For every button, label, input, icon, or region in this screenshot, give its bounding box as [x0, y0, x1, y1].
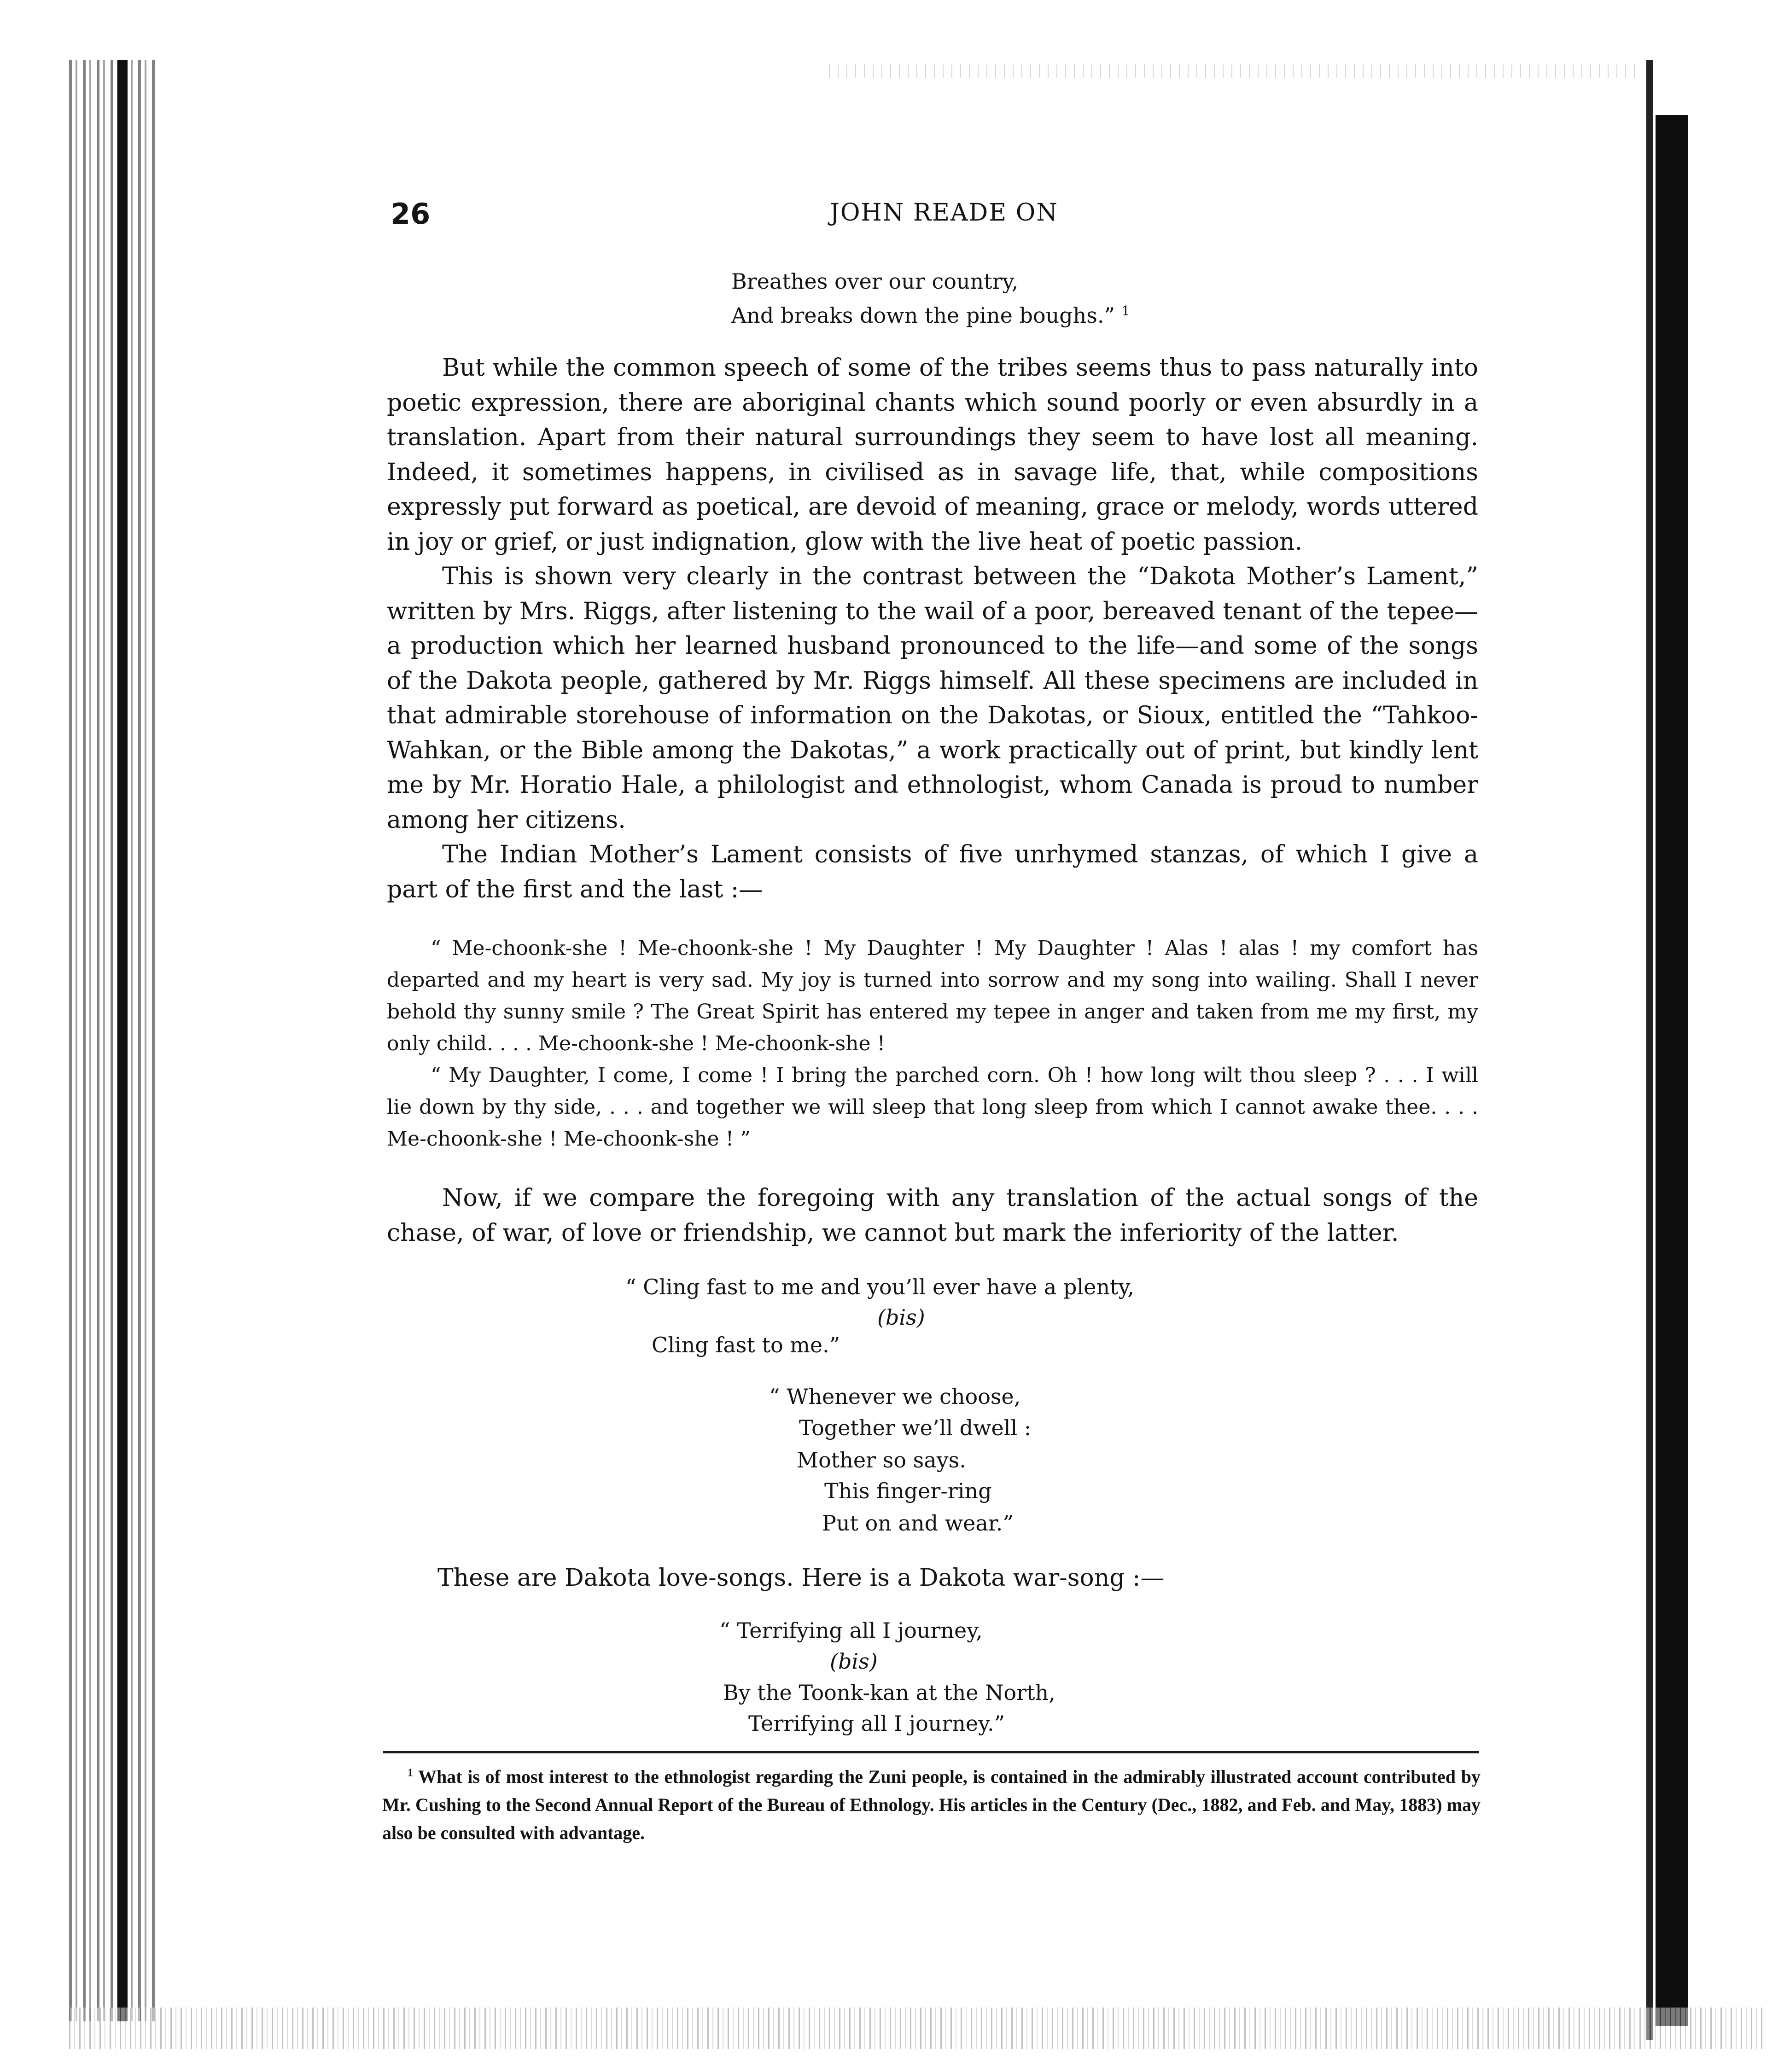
love-song-2-line-1: “ Whenever we choose,: [769, 1384, 1021, 1409]
lament-stanza-2: “ My Daughter, I come, I come ! I bring the parched corn. Oh ! how long wilt thou sleep ? . . . I will lie down by thy side, . . . and together we will sleep that long sleep from which I cannot awake thee. . . . Me-choonk-she ! Me-choonk-she ! ”: [387, 1064, 1478, 1151]
scan-binding-shadow: [117, 60, 128, 2021]
war-song-line-1: “ Terrifying all I journey,: [719, 1618, 983, 1643]
footnote: [382, 1763, 1481, 1847]
footnote-text: What is of most interest to the ethnologist regarding the Zuni people, is contained in the admirably illustrated account contributed by Mr. Cushing to the Second Annual Report of the Bureau of Ethnology. His articles in the Century (Dec., 1882, and Feb. and May, 1883) may also be consulted with advantage.: [382, 1766, 1481, 1843]
running-head: JOHN READE ON: [830, 199, 1058, 227]
love-song-2-line-4: This finger-ring: [824, 1478, 992, 1503]
scan-edge-bottom: [69, 2008, 1764, 2049]
page-number: 26: [391, 197, 431, 231]
transition-line: These are Dakota love-songs. Here is a Dakota war-song :—: [437, 1564, 1165, 1592]
love-song-1-refrain: (bis): [877, 1305, 925, 1330]
opening-verse-line-1: Breathes over our country,: [731, 269, 1019, 294]
love-song-2-line-5: Put on and wear.”: [822, 1511, 1014, 1536]
war-song-refrain: (bis): [830, 1649, 878, 1674]
scan-edge-right: [1656, 115, 1688, 2026]
love-song-1-line-1: “ Cling fast to me and you’ll ever have a plenty,: [625, 1275, 1134, 1299]
war-song-line-3: Terrifying all I journey.”: [748, 1711, 1005, 1736]
scan-edge-right-line: [1646, 60, 1653, 2040]
love-song-1-line-2: Cling fast to me.”: [652, 1333, 840, 1357]
paragraph-2: This is shown very clearly in the contrast between the “Dakota Mother’s Lament,” written by Mrs. Riggs, after listening to the wail of a poor, bereaved tenant of the tepee—a production which her learned husband pronounced to the life—and some of the songs of the Dakota people, gathered by Mr. Riggs himself. All these specimens are included in that admirable storehouse of information on the Dakotas, or Sioux, entitled the “Tahkoo-Wahkan, or the Bible among the Dakotas,” a work practically out of print, but kindly lent me by Mr. Horatio Hale, a philologist and ethnologist, whom Canada is proud to number among her citizens.: [387, 563, 1478, 834]
footnote-rule: [383, 1751, 1479, 1753]
love-song-2-line-3: Mother so says.: [797, 1448, 966, 1473]
scan-edge-top: [829, 64, 1635, 78]
war-song-line-2: By the Toonk-kan at the North,: [723, 1680, 1055, 1705]
lament-stanza-1: “ Me-choonk-she ! Me-choonk-she ! My Daughter ! My Daughter ! Alas ! alas ! my comfort has departed and my heart is very sad. My joy is turned into sorrow and my song into wailing. Shall I never behold thy sunny smile ? The Great Spirit has entered my tepee in anger and taken from me my first, my only child. . . . Me-choonk-she ! Me-choonk-she !: [387, 937, 1478, 1055]
prose-block-2: [387, 1181, 1478, 1251]
scan-edge-left: [69, 60, 157, 2021]
paragraph-3: The Indian Mother’s Lament consists of five unrhymed stanzas, of which I give a part of the first and the last :—: [387, 841, 1478, 903]
footnote-reference: 1: [1121, 303, 1130, 319]
love-song-2-line-2: Together we’ll dwell :: [799, 1415, 1032, 1440]
footnote-marker: 1: [408, 1767, 413, 1779]
prose-block-1: [387, 351, 1478, 907]
paragraph-4: Now, if we compare the foregoing with any translation of the actual songs of the chase, of war, of love or friendship, we cannot but mark the inferiority of the latter.: [387, 1184, 1478, 1247]
lament-extract: [387, 932, 1478, 1155]
paragraph-1: But while the common speech of some of the tribes seems thus to pass naturally into poetic expression, there are aboriginal chants which sound poorly or even absurdly in a translation. Apart from their natural surroundings they seem to have lost all meaning. Indeed, it sometimes happens, in civilised as in savage life, that, while compositions expressly put forward as poetical, are devoid of meaning, grace or melody, words uttered in joy or grief, or just indignation, glow with the live heat of poetic passion.: [387, 354, 1478, 556]
opening-verse-line-2: And breaks down the pine boughs.” $^1$: [731, 303, 1130, 328]
